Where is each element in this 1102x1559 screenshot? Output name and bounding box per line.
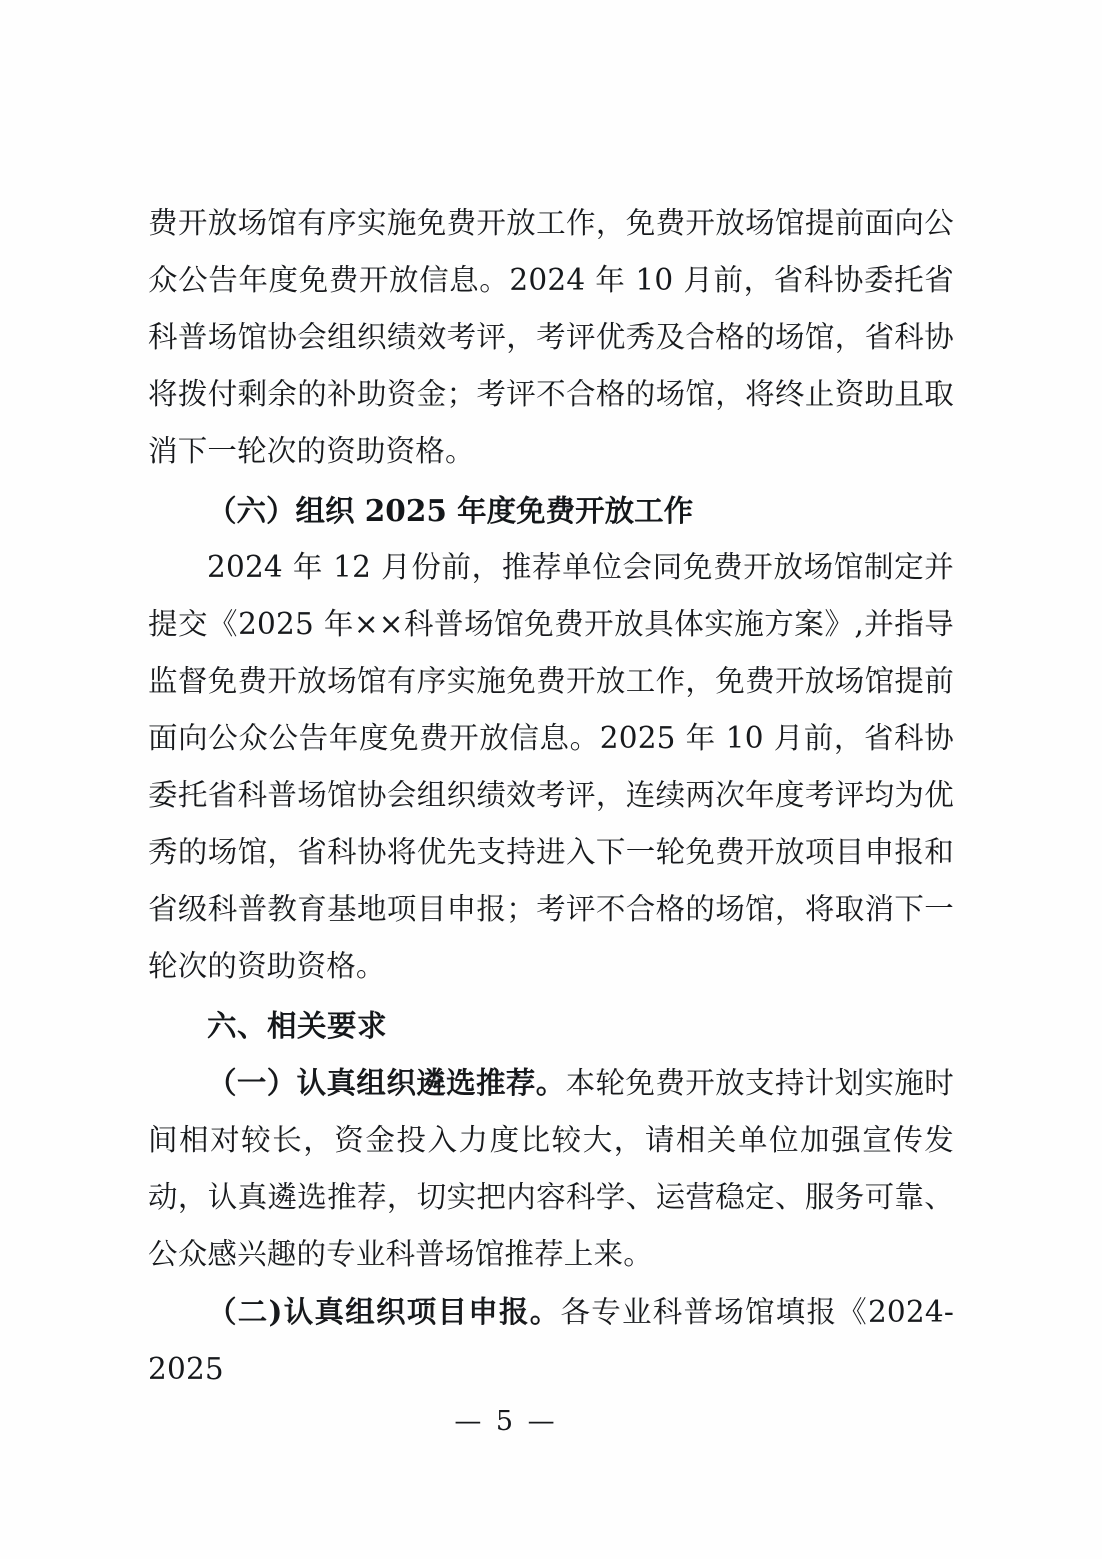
paragraph-requirement-one xyxy=(148,1054,954,1283)
paragraph-2025-annual-plan: 2024 年 12 月份前，推荐单位会同免费开放场馆制定并提交《2025 年××科普场馆免费开放具体实施方案》,并指导监督免费开放场馆有序实施免费开放工作，免费开放场馆提前面向公众公告年度免费开放信息。2025 年 10 月前，省科协委托省科普场馆协会组织绩效考评，连续两次年度考评均为优秀的场馆，省科协将优先支持进入下一轮免费开放项目申报和省级科普教育基地项目申报；考评不合格的场馆，将取消下一轮次的资助资格。 xyxy=(148,550,954,983)
document-body xyxy=(148,195,954,1398)
subheading-section-six-item: （六）组织 2025 年度免费开放工作 xyxy=(207,493,694,528)
requirement-two-text: 各专业科普场馆填报《2024-2025 xyxy=(148,1295,955,1386)
heading-relevant-requirements: 六、相关要求 xyxy=(207,1008,388,1043)
requirement-one-lead: （一）认真组织遴选推荐。 xyxy=(207,1065,566,1100)
requirement-one-text: 本轮免费开放支持计划实施时间相对较长，资金投入力度比较大，请相关单位加强宣传发动，认真遴选推荐，切实把内容科学、运营稳定、服务可靠、公众感兴趣的专业科普场馆推荐上来。 xyxy=(148,1066,954,1271)
page-number: — 5 — xyxy=(454,1406,558,1437)
paragraph-free-open-implementation: 费开放场馆有序实施免费开放工作，免费开放场馆提前面向公众公告年度免费开放信息。2024 年 10 月前，省科协委托省科普场馆协会组织绩效考评，考评优秀及合格的场馆，省科协将拨付剩余的补助资金；考评不合格的场馆，将终止资助且取消下一轮次的资助资格。 xyxy=(148,206,954,468)
requirement-two-lead: （二)认真组织项目申报。 xyxy=(207,1294,561,1329)
paragraph-requirement-two xyxy=(148,1283,954,1398)
